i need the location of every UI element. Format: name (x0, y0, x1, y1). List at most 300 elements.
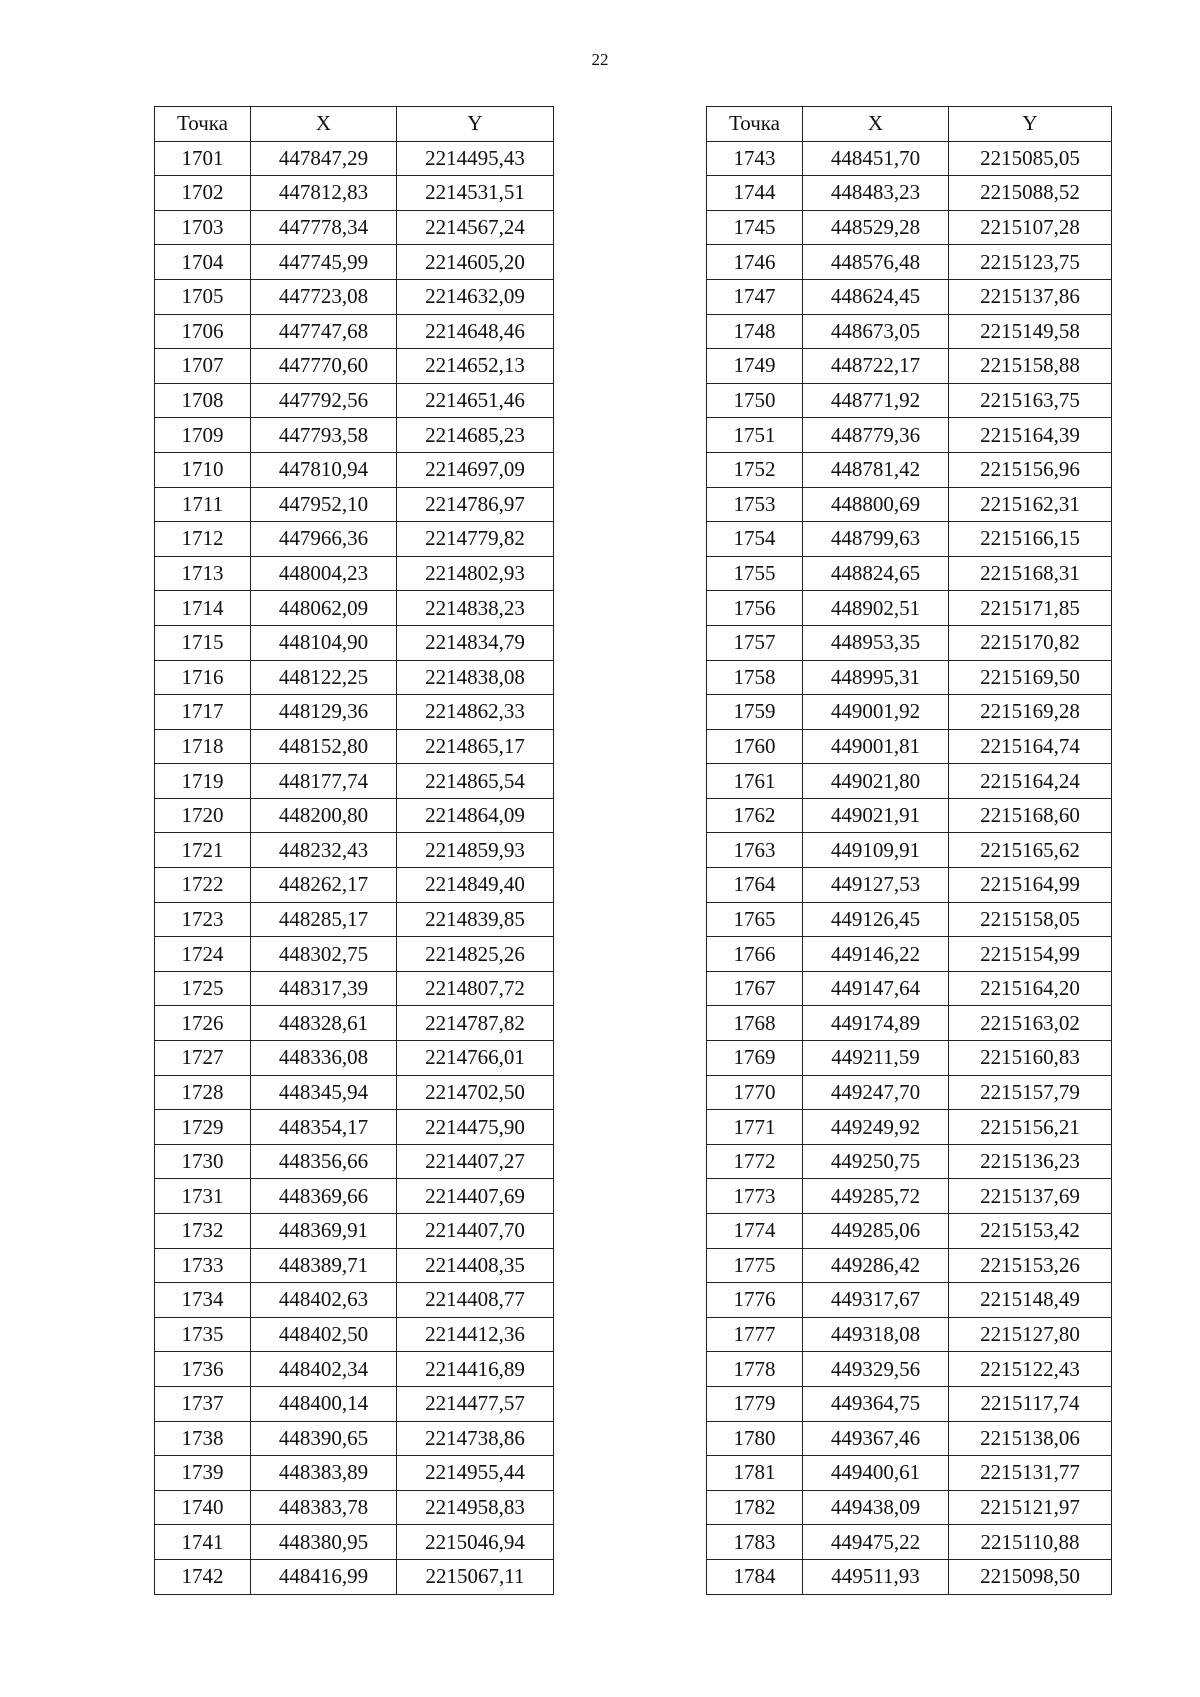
cell-x: 447847,29 (251, 141, 397, 176)
cell-x: 449250,75 (803, 1144, 949, 1179)
cell-point: 1753 (707, 487, 803, 522)
cell-y: 2214697,09 (397, 452, 554, 487)
table-row (707, 1421, 1112, 1456)
cell-x: 448285,17 (251, 902, 397, 937)
cell-y: 2215153,42 (949, 1214, 1112, 1249)
cell-x: 449438,09 (803, 1490, 949, 1525)
table-row (155, 1456, 554, 1491)
cell-point: 1752 (707, 452, 803, 487)
cell-point: 1768 (707, 1006, 803, 1041)
cell-y: 2214779,82 (397, 522, 554, 557)
cell-y: 2214407,70 (397, 1214, 554, 1249)
cell-x: 448389,71 (251, 1248, 397, 1283)
cell-y: 2215158,05 (949, 902, 1112, 937)
cell-y: 2215166,15 (949, 522, 1112, 557)
cell-y: 2214834,79 (397, 625, 554, 660)
cell-point: 1754 (707, 522, 803, 557)
table-row (155, 1386, 554, 1421)
cell-point: 1731 (155, 1179, 251, 1214)
cell-x: 448383,89 (251, 1456, 397, 1491)
cell-y: 2214766,01 (397, 1041, 554, 1076)
cell-x: 449318,08 (803, 1317, 949, 1352)
table-row (155, 833, 554, 868)
cell-x: 448004,23 (251, 556, 397, 591)
cell-y: 2215169,50 (949, 660, 1112, 695)
table-row (155, 141, 554, 176)
table-row (155, 1490, 554, 1525)
cell-y: 2214495,43 (397, 141, 554, 176)
cell-x: 449475,22 (803, 1525, 949, 1560)
table-row (155, 1179, 554, 1214)
cell-y: 2215121,97 (949, 1490, 1112, 1525)
cell-point: 1708 (155, 383, 251, 418)
cell-point: 1780 (707, 1421, 803, 1456)
cell-point: 1744 (707, 176, 803, 211)
table-row (155, 1352, 554, 1387)
cell-x: 447747,68 (251, 314, 397, 349)
cell-y: 2215123,75 (949, 245, 1112, 280)
cell-y: 2214605,20 (397, 245, 554, 280)
cell-x: 447966,36 (251, 522, 397, 557)
cell-y: 2214475,90 (397, 1110, 554, 1145)
table-row (707, 868, 1112, 903)
table-row (155, 487, 554, 522)
cell-point: 1738 (155, 1421, 251, 1456)
table-row (155, 383, 554, 418)
cell-x: 449249,92 (803, 1110, 949, 1145)
cell-x: 448402,50 (251, 1317, 397, 1352)
header-y: Y (397, 107, 554, 142)
table-row (707, 1317, 1112, 1352)
cell-x: 449211,59 (803, 1041, 949, 1076)
cell-point: 1746 (707, 245, 803, 280)
cell-x: 448451,70 (803, 141, 949, 176)
cell-x: 447810,94 (251, 452, 397, 487)
cell-x: 448995,31 (803, 660, 949, 695)
table-row (155, 210, 554, 245)
table-row (707, 1179, 1112, 1214)
table-row (707, 210, 1112, 245)
cell-point: 1729 (155, 1110, 251, 1145)
table-row (707, 141, 1112, 176)
cell-x: 448771,92 (803, 383, 949, 418)
table-row (707, 452, 1112, 487)
cell-point: 1763 (707, 833, 803, 868)
cell-point: 1725 (155, 971, 251, 1006)
cell-x: 449146,22 (803, 937, 949, 972)
cell-y: 2215046,94 (397, 1525, 554, 1560)
cell-point: 1723 (155, 902, 251, 937)
cell-y: 2215168,31 (949, 556, 1112, 591)
cell-x: 448402,34 (251, 1352, 397, 1387)
cell-y: 2214862,33 (397, 695, 554, 730)
cell-point: 1751 (707, 418, 803, 453)
cell-point: 1749 (707, 349, 803, 384)
cell-y: 2215157,79 (949, 1075, 1112, 1110)
cell-y: 2214849,40 (397, 868, 554, 903)
cell-y: 2214632,09 (397, 279, 554, 314)
cell-x: 448416,99 (251, 1559, 397, 1594)
table-row (707, 833, 1112, 868)
table-row (707, 1041, 1112, 1076)
cell-point: 1735 (155, 1317, 251, 1352)
header-x: X (803, 107, 949, 142)
cell-point: 1740 (155, 1490, 251, 1525)
page-number: 22 (591, 50, 609, 69)
table-row (707, 1490, 1112, 1525)
cell-point: 1715 (155, 625, 251, 660)
cell-x: 448779,36 (803, 418, 949, 453)
table-row (707, 1352, 1112, 1387)
cell-y: 2215067,11 (397, 1559, 554, 1594)
cell-point: 1732 (155, 1214, 251, 1249)
cell-point: 1760 (707, 729, 803, 764)
cell-y: 2215164,24 (949, 764, 1112, 799)
table-row (707, 279, 1112, 314)
cell-point: 1724 (155, 937, 251, 972)
cell-point: 1706 (155, 314, 251, 349)
table-row (707, 1144, 1112, 1179)
cell-point: 1764 (707, 868, 803, 903)
cell-x: 449174,89 (803, 1006, 949, 1041)
cell-y: 2215171,85 (949, 591, 1112, 626)
cell-x: 448800,69 (803, 487, 949, 522)
table-row (155, 764, 554, 799)
table-body (707, 141, 1112, 1594)
cell-y: 2214567,24 (397, 210, 554, 245)
table-row (155, 522, 554, 557)
cell-point: 1726 (155, 1006, 251, 1041)
cell-point: 1713 (155, 556, 251, 591)
cell-point: 1703 (155, 210, 251, 245)
table-row (707, 798, 1112, 833)
cell-x: 448302,75 (251, 937, 397, 972)
cell-y: 2215169,28 (949, 695, 1112, 730)
cell-point: 1758 (707, 660, 803, 695)
table-row (155, 868, 554, 903)
cell-point: 1776 (707, 1283, 803, 1318)
table-row (707, 937, 1112, 972)
cell-point: 1772 (707, 1144, 803, 1179)
cell-x: 449126,45 (803, 902, 949, 937)
cell-x: 448232,43 (251, 833, 397, 868)
cell-y: 2214738,86 (397, 1421, 554, 1456)
table-row (707, 591, 1112, 626)
table-row (155, 937, 554, 972)
cell-y: 2215154,99 (949, 937, 1112, 972)
cell-x: 448356,66 (251, 1144, 397, 1179)
table-row (707, 1386, 1112, 1421)
header-x: X (251, 107, 397, 142)
table-row (707, 1525, 1112, 1560)
cell-x: 447792,56 (251, 383, 397, 418)
cell-x: 447952,10 (251, 487, 397, 522)
cell-x: 448390,65 (251, 1421, 397, 1456)
table-row (707, 383, 1112, 418)
header-y: Y (949, 107, 1112, 142)
cell-y: 2214839,85 (397, 902, 554, 937)
cell-y: 2215156,96 (949, 452, 1112, 487)
cell-point: 1728 (155, 1075, 251, 1110)
cell-x: 449109,91 (803, 833, 949, 868)
cell-point: 1711 (155, 487, 251, 522)
cell-y: 2214802,93 (397, 556, 554, 591)
cell-point: 1775 (707, 1248, 803, 1283)
cell-y: 2215164,39 (949, 418, 1112, 453)
cell-point: 1734 (155, 1283, 251, 1318)
cell-y: 2215136,23 (949, 1144, 1112, 1179)
cell-y: 2215160,83 (949, 1041, 1112, 1076)
cell-point: 1710 (155, 452, 251, 487)
table-row (707, 971, 1112, 1006)
table-row (707, 1248, 1112, 1283)
table-row (707, 245, 1112, 280)
table-row (155, 349, 554, 384)
cell-point: 1766 (707, 937, 803, 972)
cell-y: 2214412,36 (397, 1317, 554, 1352)
cell-y: 2215156,21 (949, 1110, 1112, 1145)
cell-x: 448483,23 (803, 176, 949, 211)
cell-point: 1769 (707, 1041, 803, 1076)
cell-y: 2215168,60 (949, 798, 1112, 833)
cell-x: 448781,42 (803, 452, 949, 487)
cell-y: 2214859,93 (397, 833, 554, 868)
cell-y: 2215165,62 (949, 833, 1112, 868)
table-header-row (707, 107, 1112, 142)
table-row (155, 695, 554, 730)
cell-x: 449329,56 (803, 1352, 949, 1387)
cell-x: 448062,09 (251, 591, 397, 626)
table-row (707, 418, 1112, 453)
table-row (155, 314, 554, 349)
cell-y: 2215164,74 (949, 729, 1112, 764)
cell-point: 1722 (155, 868, 251, 903)
cell-point: 1730 (155, 1144, 251, 1179)
cell-x: 449364,75 (803, 1386, 949, 1421)
cell-y: 2214477,57 (397, 1386, 554, 1421)
cell-y: 2215163,02 (949, 1006, 1112, 1041)
cell-y: 2215107,28 (949, 210, 1112, 245)
cell-point: 1762 (707, 798, 803, 833)
table-row (155, 1421, 554, 1456)
cell-point: 1720 (155, 798, 251, 833)
table-row (707, 1006, 1112, 1041)
header-point: Точка (707, 107, 803, 142)
cell-point: 1771 (707, 1110, 803, 1145)
cell-y: 2215137,69 (949, 1179, 1112, 1214)
cell-point: 1709 (155, 418, 251, 453)
cell-x: 448799,63 (803, 522, 949, 557)
cell-point: 1718 (155, 729, 251, 764)
table-row (155, 1075, 554, 1110)
table-row (707, 764, 1112, 799)
table-body (155, 141, 554, 1594)
table-row (707, 660, 1112, 695)
cell-y: 2214955,44 (397, 1456, 554, 1491)
cell-x: 447793,58 (251, 418, 397, 453)
cell-y: 2214825,26 (397, 937, 554, 972)
cell-y: 2214408,77 (397, 1283, 554, 1318)
table-row (155, 418, 554, 453)
cell-x: 448262,17 (251, 868, 397, 903)
cell-point: 1721 (155, 833, 251, 868)
cell-point: 1716 (155, 660, 251, 695)
table-row (707, 729, 1112, 764)
cell-y: 2215149,58 (949, 314, 1112, 349)
table-row (707, 314, 1112, 349)
cell-y: 2215153,26 (949, 1248, 1112, 1283)
table-row (707, 176, 1112, 211)
table-row (155, 452, 554, 487)
cell-point: 1748 (707, 314, 803, 349)
cell-x: 448200,80 (251, 798, 397, 833)
coordinates-table-left (154, 106, 554, 1595)
cell-x: 449286,42 (803, 1248, 949, 1283)
table-row (155, 1214, 554, 1249)
table-header-row (155, 107, 554, 142)
cell-y: 2214651,46 (397, 383, 554, 418)
cell-y: 2214407,69 (397, 1179, 554, 1214)
cell-x: 449247,70 (803, 1075, 949, 1110)
cell-x: 449147,64 (803, 971, 949, 1006)
cell-y: 2215164,99 (949, 868, 1112, 903)
cell-y: 2214838,23 (397, 591, 554, 626)
table-row (707, 1110, 1112, 1145)
cell-point: 1774 (707, 1214, 803, 1249)
cell-x: 448369,66 (251, 1179, 397, 1214)
cell-y: 2214685,23 (397, 418, 554, 453)
cell-x: 447723,08 (251, 279, 397, 314)
cell-y: 2214416,89 (397, 1352, 554, 1387)
cell-point: 1719 (155, 764, 251, 799)
table-row (155, 176, 554, 211)
cell-y: 2214648,46 (397, 314, 554, 349)
table-row (155, 1525, 554, 1560)
cell-y: 2215170,82 (949, 625, 1112, 660)
cell-y: 2215122,43 (949, 1352, 1112, 1387)
table-row (707, 695, 1112, 730)
cell-x: 449021,80 (803, 764, 949, 799)
cell-y: 2215162,31 (949, 487, 1112, 522)
cell-x: 449001,81 (803, 729, 949, 764)
cell-x: 448529,28 (803, 210, 949, 245)
cell-point: 1759 (707, 695, 803, 730)
cell-x: 449021,91 (803, 798, 949, 833)
cell-point: 1750 (707, 383, 803, 418)
cell-point: 1727 (155, 1041, 251, 1076)
cell-x: 448953,35 (803, 625, 949, 660)
cell-x: 448624,45 (803, 279, 949, 314)
coordinates-table-right (706, 106, 1112, 1595)
cell-x: 448345,94 (251, 1075, 397, 1110)
table-row (707, 349, 1112, 384)
table-row (155, 591, 554, 626)
table-row (155, 729, 554, 764)
cell-x: 448104,90 (251, 625, 397, 660)
cell-x: 447770,60 (251, 349, 397, 384)
cell-point: 1702 (155, 176, 251, 211)
table-row (707, 522, 1112, 557)
cell-x: 449001,92 (803, 695, 949, 730)
table-row (155, 1110, 554, 1145)
cell-x: 448317,39 (251, 971, 397, 1006)
cell-point: 1747 (707, 279, 803, 314)
cell-y: 2214531,51 (397, 176, 554, 211)
cell-y: 2215085,05 (949, 141, 1112, 176)
cell-point: 1757 (707, 625, 803, 660)
cell-y: 2214407,27 (397, 1144, 554, 1179)
cell-y: 2214864,09 (397, 798, 554, 833)
cell-point: 1741 (155, 1525, 251, 1560)
cell-point: 1770 (707, 1075, 803, 1110)
cell-y: 2215158,88 (949, 349, 1112, 384)
table-row (155, 798, 554, 833)
cell-y: 2214652,13 (397, 349, 554, 384)
cell-y: 2214408,35 (397, 1248, 554, 1283)
cell-x: 447778,34 (251, 210, 397, 245)
table-row (707, 1559, 1112, 1594)
cell-point: 1783 (707, 1525, 803, 1560)
cell-point: 1777 (707, 1317, 803, 1352)
cell-y: 2215098,50 (949, 1559, 1112, 1594)
cell-y: 2215088,52 (949, 176, 1112, 211)
cell-point: 1739 (155, 1456, 251, 1491)
cell-point: 1765 (707, 902, 803, 937)
cell-y: 2214807,72 (397, 971, 554, 1006)
cell-y: 2215138,06 (949, 1421, 1112, 1456)
cell-point: 1705 (155, 279, 251, 314)
cell-x: 449285,06 (803, 1214, 949, 1249)
cell-point: 1782 (707, 1490, 803, 1525)
cell-point: 1743 (707, 141, 803, 176)
cell-x: 448380,95 (251, 1525, 397, 1560)
cell-x: 448177,74 (251, 764, 397, 799)
cell-y: 2215148,49 (949, 1283, 1112, 1318)
cell-x: 449367,46 (803, 1421, 949, 1456)
cell-y: 2215131,77 (949, 1456, 1112, 1491)
cell-x: 449285,72 (803, 1179, 949, 1214)
cell-point: 1784 (707, 1559, 803, 1594)
cell-point: 1707 (155, 349, 251, 384)
cell-point: 1733 (155, 1248, 251, 1283)
cell-point: 1742 (155, 1559, 251, 1594)
table-row (707, 556, 1112, 591)
table-row (155, 660, 554, 695)
cell-x: 448722,17 (803, 349, 949, 384)
table-row (707, 1456, 1112, 1491)
cell-y: 2215137,86 (949, 279, 1112, 314)
cell-y: 2214787,82 (397, 1006, 554, 1041)
table-row (707, 1283, 1112, 1318)
cell-y: 2214958,83 (397, 1490, 554, 1525)
table-row (707, 902, 1112, 937)
cell-y: 2215163,75 (949, 383, 1112, 418)
cell-y: 2214786,97 (397, 487, 554, 522)
cell-y: 2214865,17 (397, 729, 554, 764)
cell-x: 448576,48 (803, 245, 949, 280)
cell-point: 1755 (707, 556, 803, 591)
header-point: Точка (155, 107, 251, 142)
table-row (155, 1283, 554, 1318)
cell-x: 448673,05 (803, 314, 949, 349)
cell-x: 449317,67 (803, 1283, 949, 1318)
cell-x: 448400,14 (251, 1386, 397, 1421)
cell-x: 447745,99 (251, 245, 397, 280)
table-row (155, 971, 554, 1006)
cell-x: 449511,93 (803, 1559, 949, 1594)
cell-point: 1736 (155, 1352, 251, 1387)
cell-x: 448369,91 (251, 1214, 397, 1249)
